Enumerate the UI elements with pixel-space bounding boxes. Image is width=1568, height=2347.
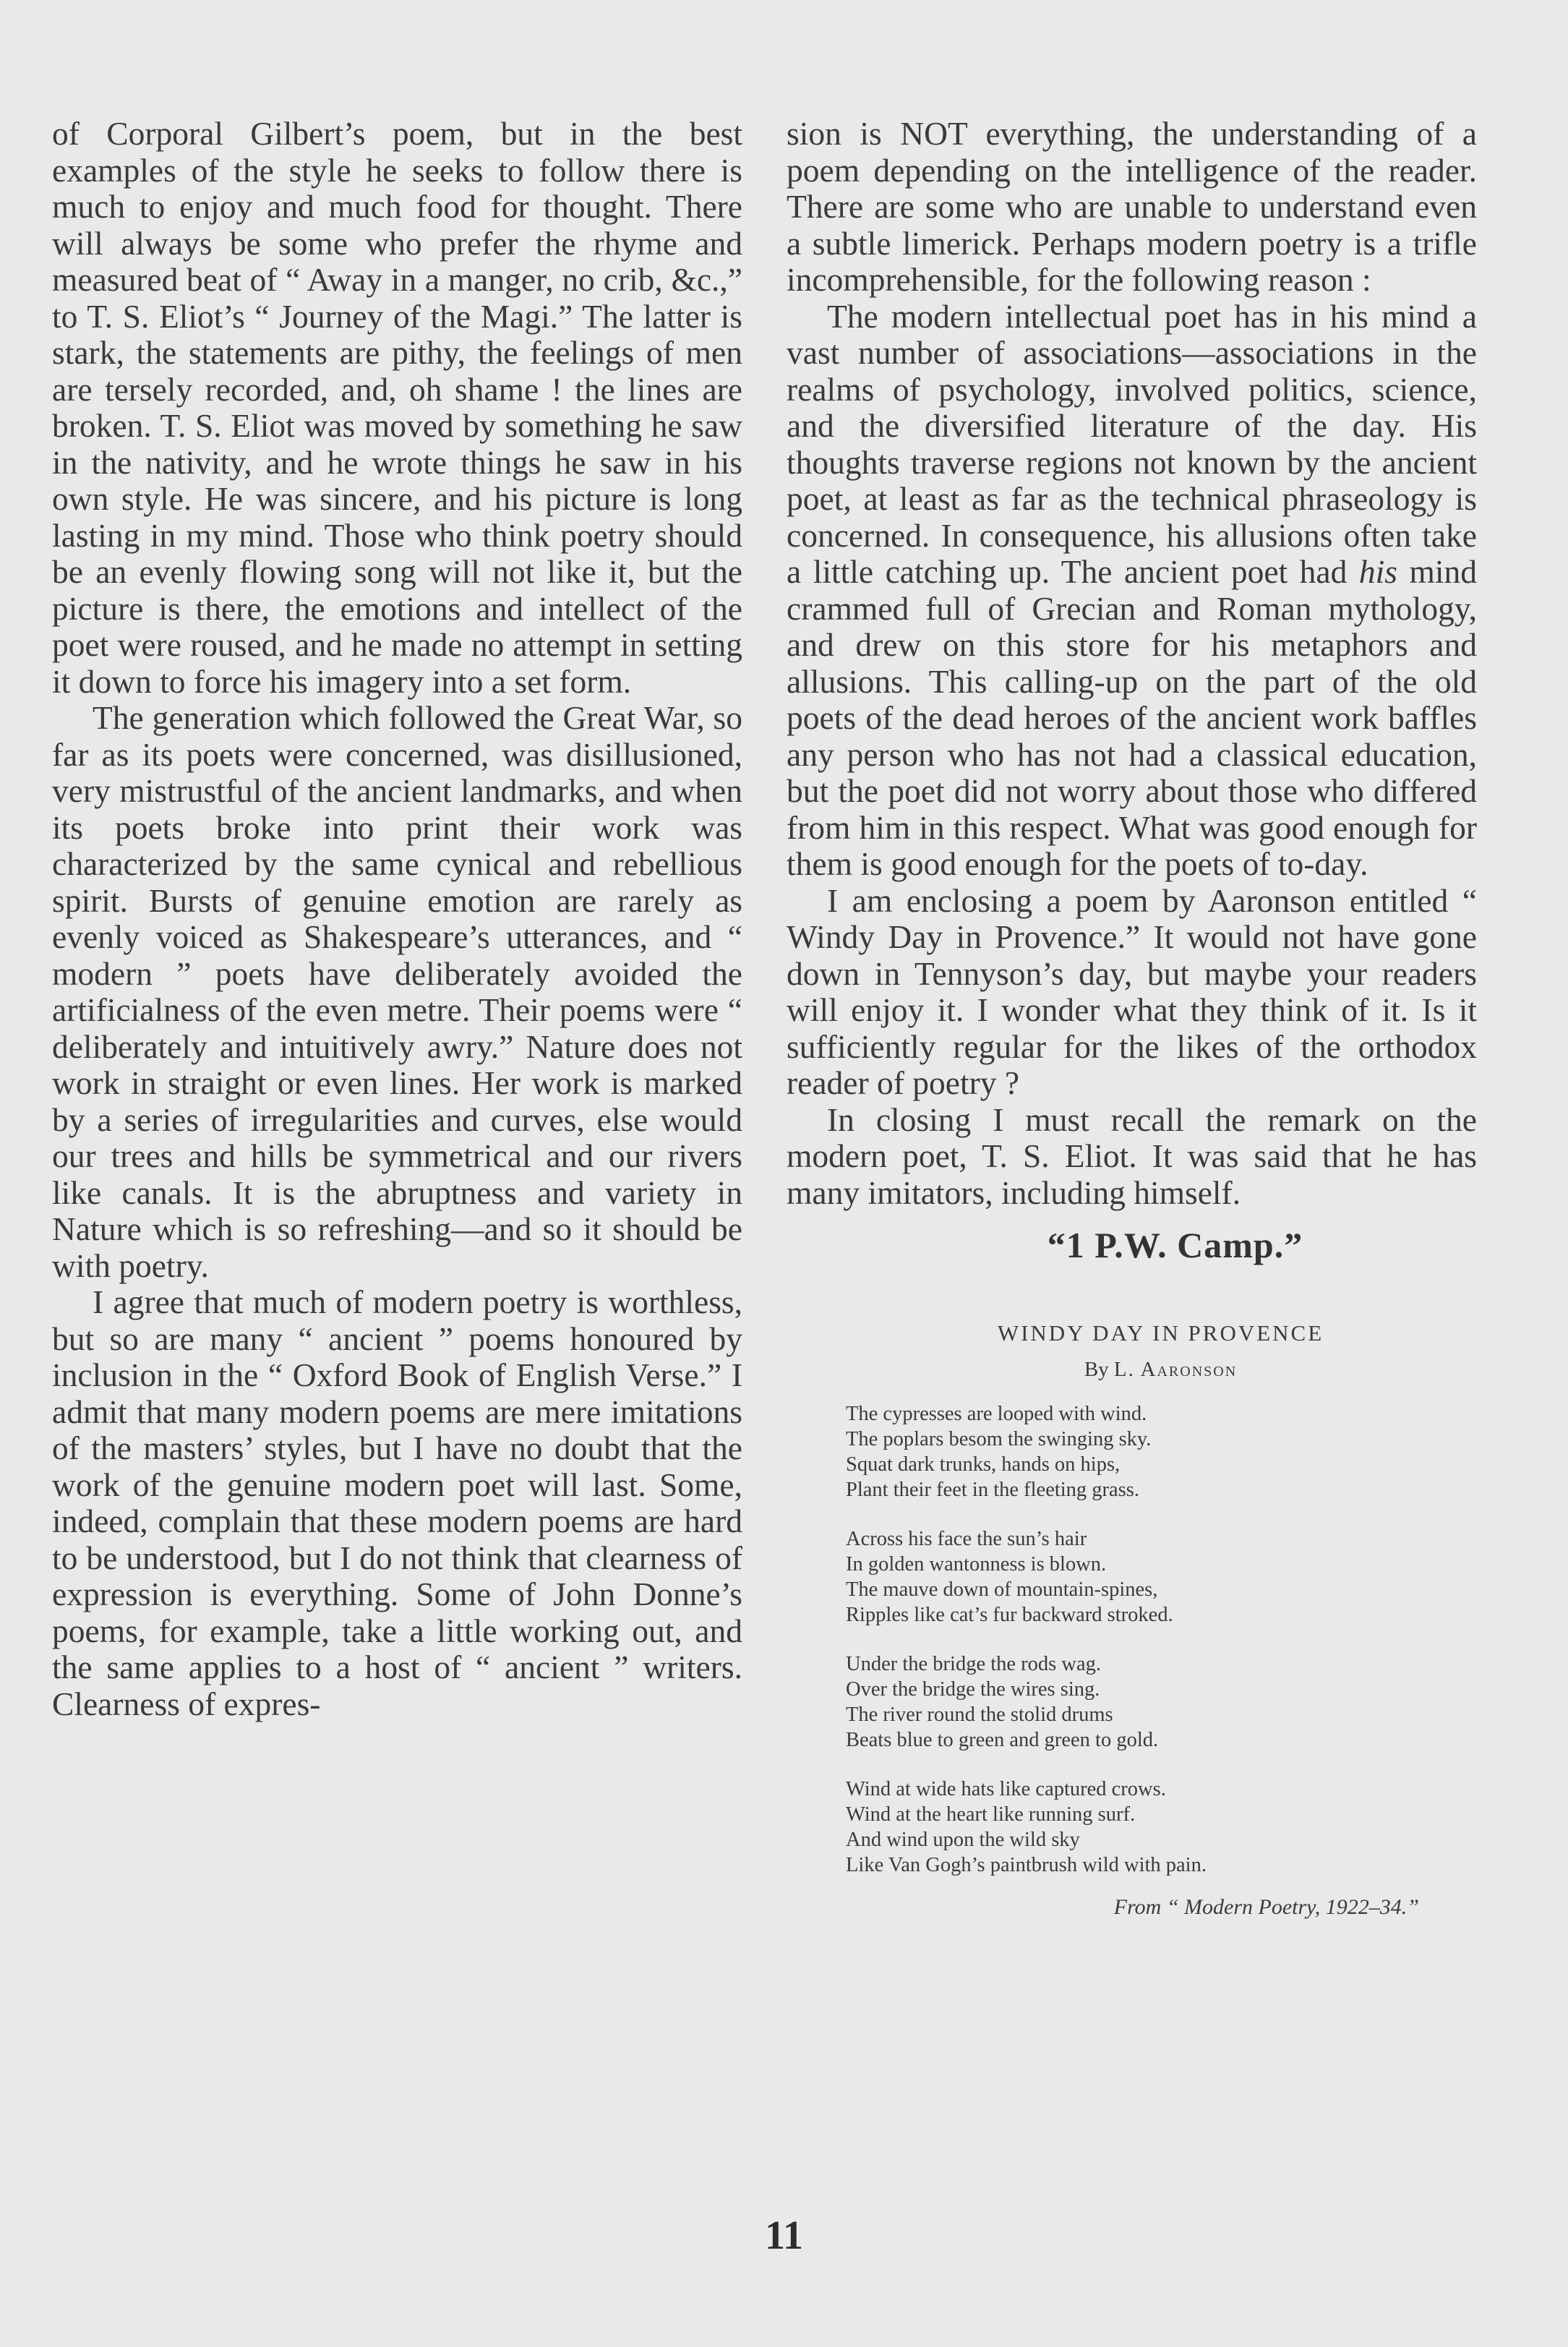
poem (787, 1320, 1477, 1920)
poem-line: Over the bridge the wires sing. (846, 1677, 1100, 1701)
left-column (52, 116, 742, 1722)
poem-stanza (846, 1401, 1477, 1502)
paragraph-text: mind crammed full of Grecian and Roman mythology, and drew on this store for his metaphors and allusions. This calling-up on the part of the old poets of the dead heroes of the ancient work baffles any person who has not had a classical education, but the poet did not worry about those who differed from him in this respect. What was good enough for them is good enough for the poets of to-day. (787, 553, 1477, 882)
paragraph-text: The modern intellectual poet has in his mind a vast number of associations—associations in the realms of psychology, involved politics, science, and the diversified literature of the day. His thoughts traverse regions not known by the ancient poet, at least as far as the technical phraseology is concerned. In consequence, his allusions often take a little catching up. The ancient poet had (787, 297, 1477, 590)
poem-line: The mauve down of mountain-spines, (846, 1578, 1158, 1601)
poem-line: Across his face the sun’s hair (846, 1527, 1087, 1550)
paragraph: of Corporal Gilbert’s poem, but in the best examples of the style he seeks to follow there is much to enjoy and much food for thought. There will always be some who prefer the rhyme and measured beat of “ Away in a manger, no crib, &c.,” to T. S. Eliot’s “ Journey of the Magi.” The latter is stark, the statements are pithy, the feelings of men are tersely recorded, and, oh shame ! the lines are broken. T. S. Eliot was moved by something he saw in the nativity, and he wrote things he saw in his own style. He was sincere, and his picture is long lasting in my mind. Those who think poetry should be an evenly flowing song will not like it, but the picture is there, the emotions and intellect of the poet were roused, and he made no attempt in setting it down to force his imagery into a set form. (52, 115, 742, 700)
poem-line: Plant their feet in the fleeting grass. (846, 1478, 1139, 1501)
poem-stanza (846, 1777, 1477, 1878)
poem-line: Ripples like cat’s fur backward stroked. (846, 1603, 1173, 1626)
poem-source: From “ Modern Poetry, 1922–34.” (1113, 1894, 1419, 1919)
poem-line: In golden wantonness is blown. (846, 1552, 1107, 1576)
poem-line: The cypresses are looped with wind. (846, 1402, 1147, 1425)
paragraph: sion is NOT everything, the understanding of a poem depending on the intelligence of the reader. There are some who are unable to understand even a subtle limerick. Perhaps modern poetry is a trifle incomprehensible, for the following reason : (787, 115, 1477, 298)
poem-line: Under the bridge the rods wag. (846, 1652, 1101, 1675)
poem-stanza (846, 1526, 1477, 1628)
poem-line: Wind at the heart like running surf. (846, 1803, 1136, 1826)
poem-author: L. Aaronson (1113, 1357, 1238, 1381)
poem-stanza (846, 1651, 1477, 1753)
byline-prefix: By (1084, 1357, 1109, 1381)
poem-line: Wind at wide hats like captured crows. (846, 1777, 1166, 1800)
paragraph: I am enclosing a poem by Aaronson entitled “ Windy Day in Provence.” It would not have gone down in Tennyson’s day, but maybe your readers will enjoy it. I wonder what they think of it. Is it sufficiently regular for the likes of the orthodox reader of poetry ? (787, 881, 1477, 1101)
poem-line: The poplars besom the swinging sky. (846, 1427, 1152, 1450)
poem-byline (787, 1357, 1477, 1382)
paragraph: I agree that much of modern poetry is worthless, but so are many “ ancient ” poems honoured by inclusion in the “ Oxford Book of English Verse.” I admit that many modern poems are mere imitations of the masters’ styles, but I have no doubt that the work of the genuine modern poet will last. Some, indeed, complain that these modern poems are hard to be understood, but I do not think that clearness of expression is everything. Some of John Donne’s poems, for example, take a little working out, and the same applies to a host of “ ancient ” writers. Clearness of expres- (52, 1283, 742, 1722)
poem-line: Squat dark trunks, hands on hips, (846, 1453, 1121, 1476)
emphasis: his (1358, 553, 1397, 590)
poem-line: The river round the stolid drums (846, 1703, 1113, 1726)
paragraph: In closing I must recall the remark on the modern poet, T. S. Eliot. It was said that he has many imitators, including himself. (787, 1100, 1477, 1211)
poem-line: Beats blue to green and green to gold. (846, 1728, 1159, 1751)
poem-line: And wind upon the wild sky (846, 1828, 1080, 1851)
right-column (787, 116, 1477, 1920)
paragraph: The generation which followed the Great War, so far as its poets were concerned, was disillusioned, very mistrustful of the ancient landmarks, and when its poets broke into print their work was characterized by the same cynical and rebellious spirit. Bursts of genuine emotion are rarely as evenly voiced as Shakespeare’s utterances, and “ modern ” poets have deliberately avoided the artificialness of the even metre. Their poems were “ deliberately and intuitively awry.” Nature does not work in straight or even lines. Her work is marked by a series of irregularities and curves, else would our trees and hills be symmetrical and our rivers like canals. It is the abruptness and variety in Nature which is so refreshing—and so it should be with poetry. (52, 699, 742, 1284)
page-number: 11 (765, 2213, 803, 2258)
poem-line: Like Van Gogh’s paintbrush wild with pain. (846, 1853, 1207, 1876)
paragraph (787, 299, 1477, 883)
letter-signature: “1 P.W. Camp.” (1047, 1225, 1303, 1265)
poem-title: WINDY DAY IN PROVENCE (997, 1320, 1324, 1346)
